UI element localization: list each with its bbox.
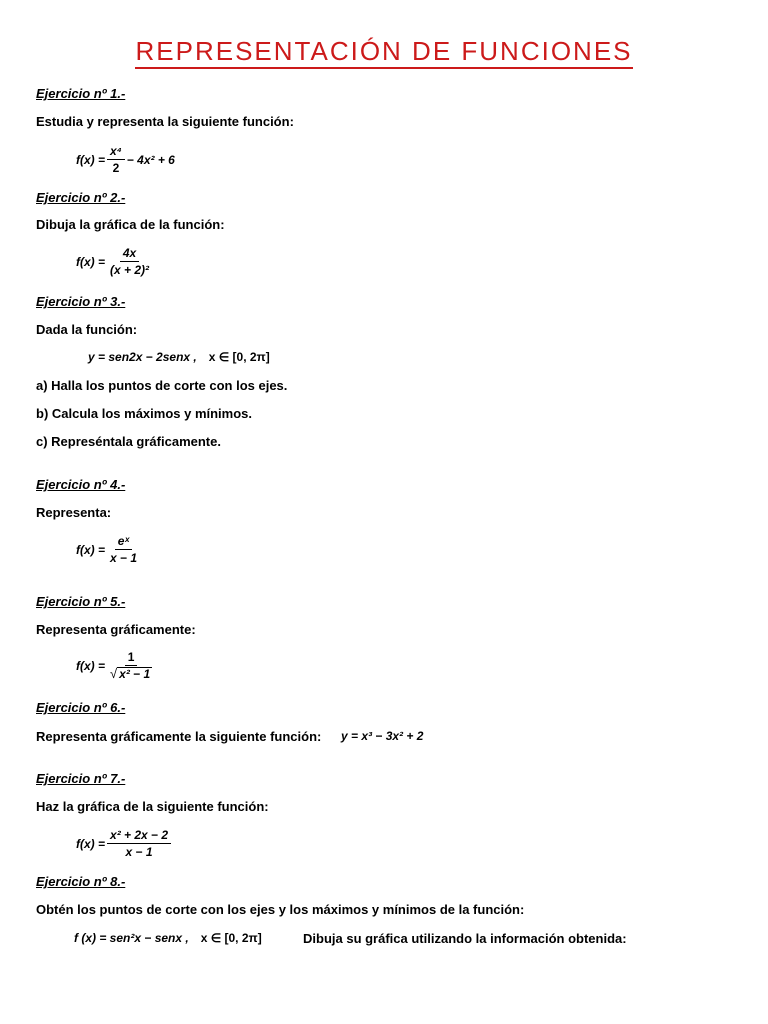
fraction <box>107 246 152 277</box>
numerator: 1 <box>125 650 138 666</box>
formula-7 <box>76 828 173 859</box>
numerator: x² + 2x − 2 <box>107 828 171 844</box>
exercise-8-text: Obtén los puntos de corte con los ejes y los máximos y mínimos de la función: <box>36 902 525 917</box>
numerator: x⁴ <box>107 144 125 160</box>
formula-expression: y = sen2x − 2senx , <box>88 350 197 364</box>
exercise-6-text: Representa gráficamente la siguiente función: <box>36 729 322 744</box>
exercise-3-item-a: a) Halla los puntos de corte con los ejes. <box>36 378 288 393</box>
formula-6 <box>341 729 423 743</box>
page-title: REPRESENTACIÓN DE FUNCIONES <box>0 36 768 67</box>
square-root <box>110 667 152 681</box>
exercise-3-text: Dada la función: <box>36 322 138 337</box>
formula-expression: f (x) = sen²x − senx , <box>74 931 189 945</box>
exercise-4-text: Representa: <box>36 505 112 520</box>
formula-3 <box>88 350 270 364</box>
exercise-7-text: Haz la gráfica de la siguiente función: <box>36 799 269 814</box>
exercise-3-item-c: c) Represéntala gráficamente. <box>36 434 221 449</box>
formula-4 <box>76 534 142 565</box>
fraction <box>107 534 140 565</box>
fraction <box>107 828 171 859</box>
fraction <box>107 144 125 175</box>
exercise-7-heading: Ejercicio nº 7.- <box>36 771 126 786</box>
formula-lhs: f(x) = <box>76 836 106 851</box>
radical-sign-icon: √ <box>110 666 118 681</box>
formula-lhs: f(x) = <box>76 658 106 673</box>
exercise-6-heading: Ejercicio nº 6.- <box>36 700 126 715</box>
fraction <box>107 650 155 681</box>
formula-lhs: f(x) = <box>76 542 106 557</box>
formula-domain: x ∈ [0, 2π] <box>208 350 270 364</box>
numerator: eˣ <box>115 534 132 550</box>
formula-1 <box>76 144 175 175</box>
denominator: x − 1 <box>110 551 138 565</box>
exercise-2-heading: Ejercicio nº 2.- <box>36 190 126 205</box>
formula-5 <box>76 650 157 681</box>
formula-rest: − 4x² + 6 <box>126 152 175 167</box>
exercise-8-extra-text: Dibuja su gráfica utilizando la información obtenida: <box>303 931 627 946</box>
exercise-5-text: Representa gráficamente: <box>36 622 196 637</box>
exercise-3-item-b: b) Calcula los máximos y mínimos. <box>36 406 253 421</box>
denominator: (x + 2)² <box>110 263 150 277</box>
formula-8 <box>74 931 262 945</box>
exercise-8-heading: Ejercicio nº 8.- <box>36 874 126 889</box>
formula-expression: y = x³ − 3x² + 2 <box>341 729 424 743</box>
exercise-3-heading: Ejercicio nº 3.- <box>36 294 126 309</box>
exercise-1-text: Estudia y representa la siguiente función: <box>36 114 294 129</box>
formula-lhs: f(x) = <box>76 254 106 269</box>
denominator: 2 <box>112 161 120 175</box>
exercise-4-heading: Ejercicio nº 4.- <box>36 477 126 492</box>
formula-2 <box>76 246 154 277</box>
exercise-1-heading: Ejercicio nº 1.- <box>36 86 126 101</box>
radicand: x² − 1 <box>119 667 151 681</box>
exercise-2-text: Dibuja la gráfica de la función: <box>36 217 225 232</box>
exercise-5-heading: Ejercicio nº 5.- <box>36 594 126 609</box>
numerator: 4x <box>120 246 139 262</box>
formula-domain: x ∈ [0, 2π] <box>200 931 262 945</box>
denominator-radical <box>107 666 155 681</box>
denominator: x − 1 <box>125 845 153 859</box>
formula-lhs: f(x) = <box>76 152 106 167</box>
